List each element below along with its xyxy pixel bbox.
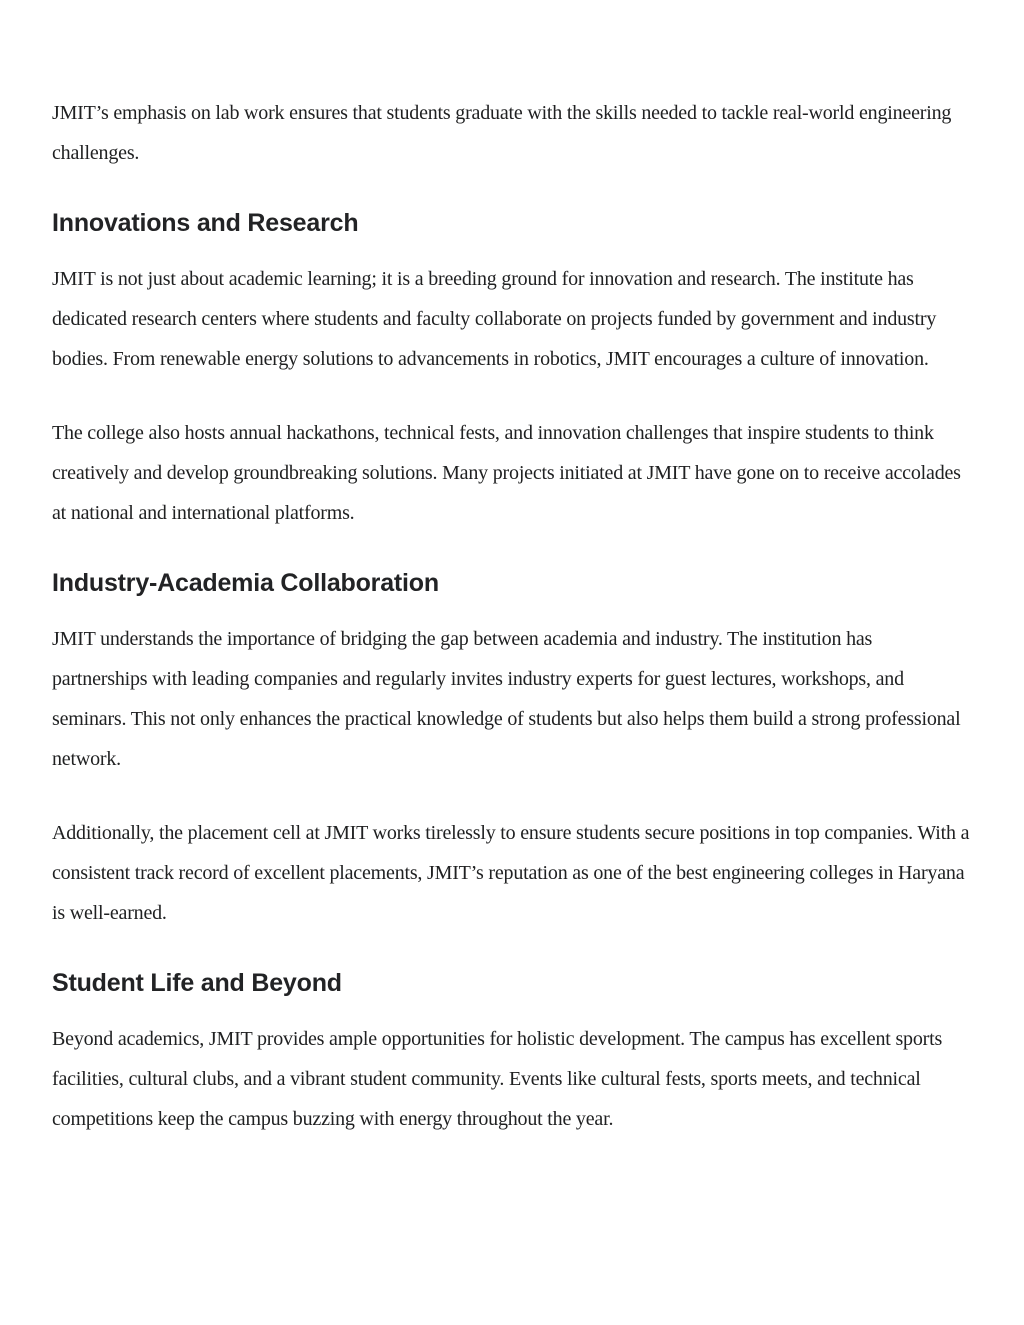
paragraph-lab-work: JMIT’s emphasis on lab work ensures that students graduate with the skills needed to tackle real-world engineering challenges. bbox=[52, 102, 952, 164]
section-heading-student-life-and-beyond: Student Life and Beyond bbox=[52, 969, 342, 997]
paragraph-placement-cell: Additionally, the placement cell at JMIT works tirelessly to ensure students secure positions in top companies. With a consistent track record of excellent placements, JMIT’s reputation as one of the best engineering colleges in Haryana is well-earned. bbox=[52, 822, 970, 924]
section-heading-innovations-and-research: Innovations and Research bbox=[52, 209, 359, 237]
section-heading-industry-academia-collaboration: Industry-Academia Collaboration bbox=[52, 569, 439, 597]
paragraph-industry-partnerships: JMIT understands the importance of bridging the gap between academia and industry. The institution has partnerships with leading companies and regularly invites industry experts for guest lectures, workshops, and seminars. This not only enhances the practical knowledge of students but also helps them build a strong professional network. bbox=[52, 628, 961, 770]
paragraph-hackathons: The college also hosts annual hackathons, technical fests, and innovation challenges that inspire students to think creatively and develop groundbreaking solutions. Many projects initiated at JMIT have gone on to receive accolades at national and international platforms. bbox=[52, 422, 961, 524]
paragraph-student-life: Beyond academics, JMIT provides ample opportunities for holistic development. The campus has excellent sports facilities, cultural clubs, and a vibrant student community. Events like cultural fests, sports meets, and technical competitions keep the campus buzzing with energy throughout the year. bbox=[52, 1028, 943, 1130]
paragraph-innovation-research: JMIT is not just about academic learning; it is a breeding ground for innovation and research. The institute has dedicated research centers where students and faculty collaborate on projects funded by government and industry bodies. From renewable energy solutions to advancements in robotics, JMIT encourages a culture of innovation. bbox=[52, 268, 937, 370]
